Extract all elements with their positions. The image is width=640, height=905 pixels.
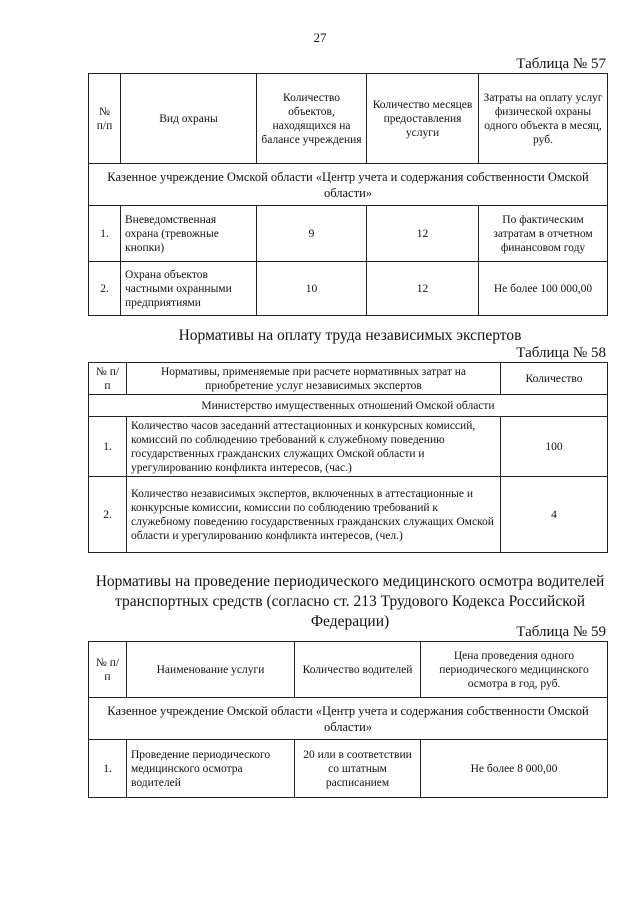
cell-norm: Количество независимых экспертов, включенных в аттестационные и конкурсные комиссии, комиссии по соблюдению требований к служебному поведению государственных гражданских служащих Омской области и урегулированию конфликта интересов, (чел.): [127, 477, 501, 553]
col-header-number: № п/п: [89, 363, 127, 395]
table-58-caption: Таблица № 58: [516, 345, 606, 361]
cell-drivers: 20 или в соответствии со штатным расписанием: [295, 740, 421, 798]
table-header-row: [89, 363, 608, 395]
cell-cost: По фактическим затратам в отчетном финансовом году: [479, 206, 608, 262]
table-57-caption: Таблица № 57: [516, 56, 606, 72]
table-header-row: [89, 642, 608, 698]
cell-cost: Не более 100 000,00: [479, 262, 608, 316]
cell-price: Не более 8 000,00: [421, 740, 608, 798]
cell-number: 1.: [89, 417, 127, 477]
cell-objects-count: 9: [257, 206, 367, 262]
table-row: [89, 740, 608, 798]
col-header-service: Наименование услуги: [127, 642, 295, 698]
section-title: Казенное учреждение Омской области «Центр учета и содержания собственности Омской области»: [89, 164, 608, 206]
cell-number: 1.: [89, 740, 127, 798]
cell-quantity: 100: [501, 417, 608, 477]
col-header-number: № п/п: [89, 642, 127, 698]
page-number: 27: [313, 30, 327, 45]
section-title: Министерство имущественных отношений Омской области: [89, 395, 608, 417]
table-58-heading: Нормативы на оплату труда независимых экспертов: [178, 327, 522, 344]
cell-guard-type: Охрана объектов частными охранными предприятиями: [121, 262, 257, 316]
cell-months: 12: [367, 262, 479, 316]
col-header-price: Цена проведения одного периодического медицинского осмотра в год, руб.: [421, 642, 608, 698]
table-row: [89, 477, 608, 553]
table-row: [89, 206, 608, 262]
table-59-caption: Таблица № 59: [516, 624, 606, 640]
col-header-number: № п/п: [89, 74, 121, 164]
cell-guard-type: Вневедомственная охрана (тревожные кнопки): [121, 206, 257, 262]
section-title: Казенное учреждение Омской области «Центр учета и содержания собственности Омской области»: [89, 698, 608, 740]
table-header-row: [89, 74, 608, 164]
cell-number: 2.: [89, 477, 127, 553]
section-row: [89, 164, 608, 206]
cell-objects-count: 10: [257, 262, 367, 316]
cell-number: 2.: [89, 262, 121, 316]
col-header-cost: Затраты на оплату услуг физической охраны одного объекта в месяц, руб.: [479, 74, 608, 164]
col-header-drivers: Количество водителей: [295, 642, 421, 698]
section-row: [89, 698, 608, 740]
col-header-months: Количество месяцев предоставления услуги: [367, 74, 479, 164]
cell-quantity: 4: [501, 477, 608, 553]
table-57: [88, 73, 608, 316]
table-59: [88, 641, 608, 798]
col-header-norms: Нормативы, применяемые при расчете нормативных затрат на приобретение услуг независимых экспертов: [127, 363, 501, 395]
cell-number: 1.: [89, 206, 121, 262]
table-59-heading: Нормативы на проведение периодического медицинского осмотра водителей транспортных средств (согласно ст. 213 Трудового Кодекса Российской Федерации): [95, 573, 605, 630]
col-header-quantity: Количество: [501, 363, 608, 395]
table-58: [88, 362, 608, 553]
table-row: [89, 262, 608, 316]
section-row: [89, 395, 608, 417]
col-header-guard-type: Вид охраны: [121, 74, 257, 164]
cell-months: 12: [367, 206, 479, 262]
cell-service: Проведение периодического медицинского осмотра водителей: [127, 740, 295, 798]
cell-norm: Количество часов заседаний аттестационных и конкурсных комиссий, комиссий по соблюдению требований к служебному поведению государственных гражданских служащих Омской области и урегулированию конфликта интересов, (час.): [127, 417, 501, 477]
table-row: [89, 417, 608, 477]
col-header-objects-count: Количество объектов, находящихся на балансе учреждения: [257, 74, 367, 164]
